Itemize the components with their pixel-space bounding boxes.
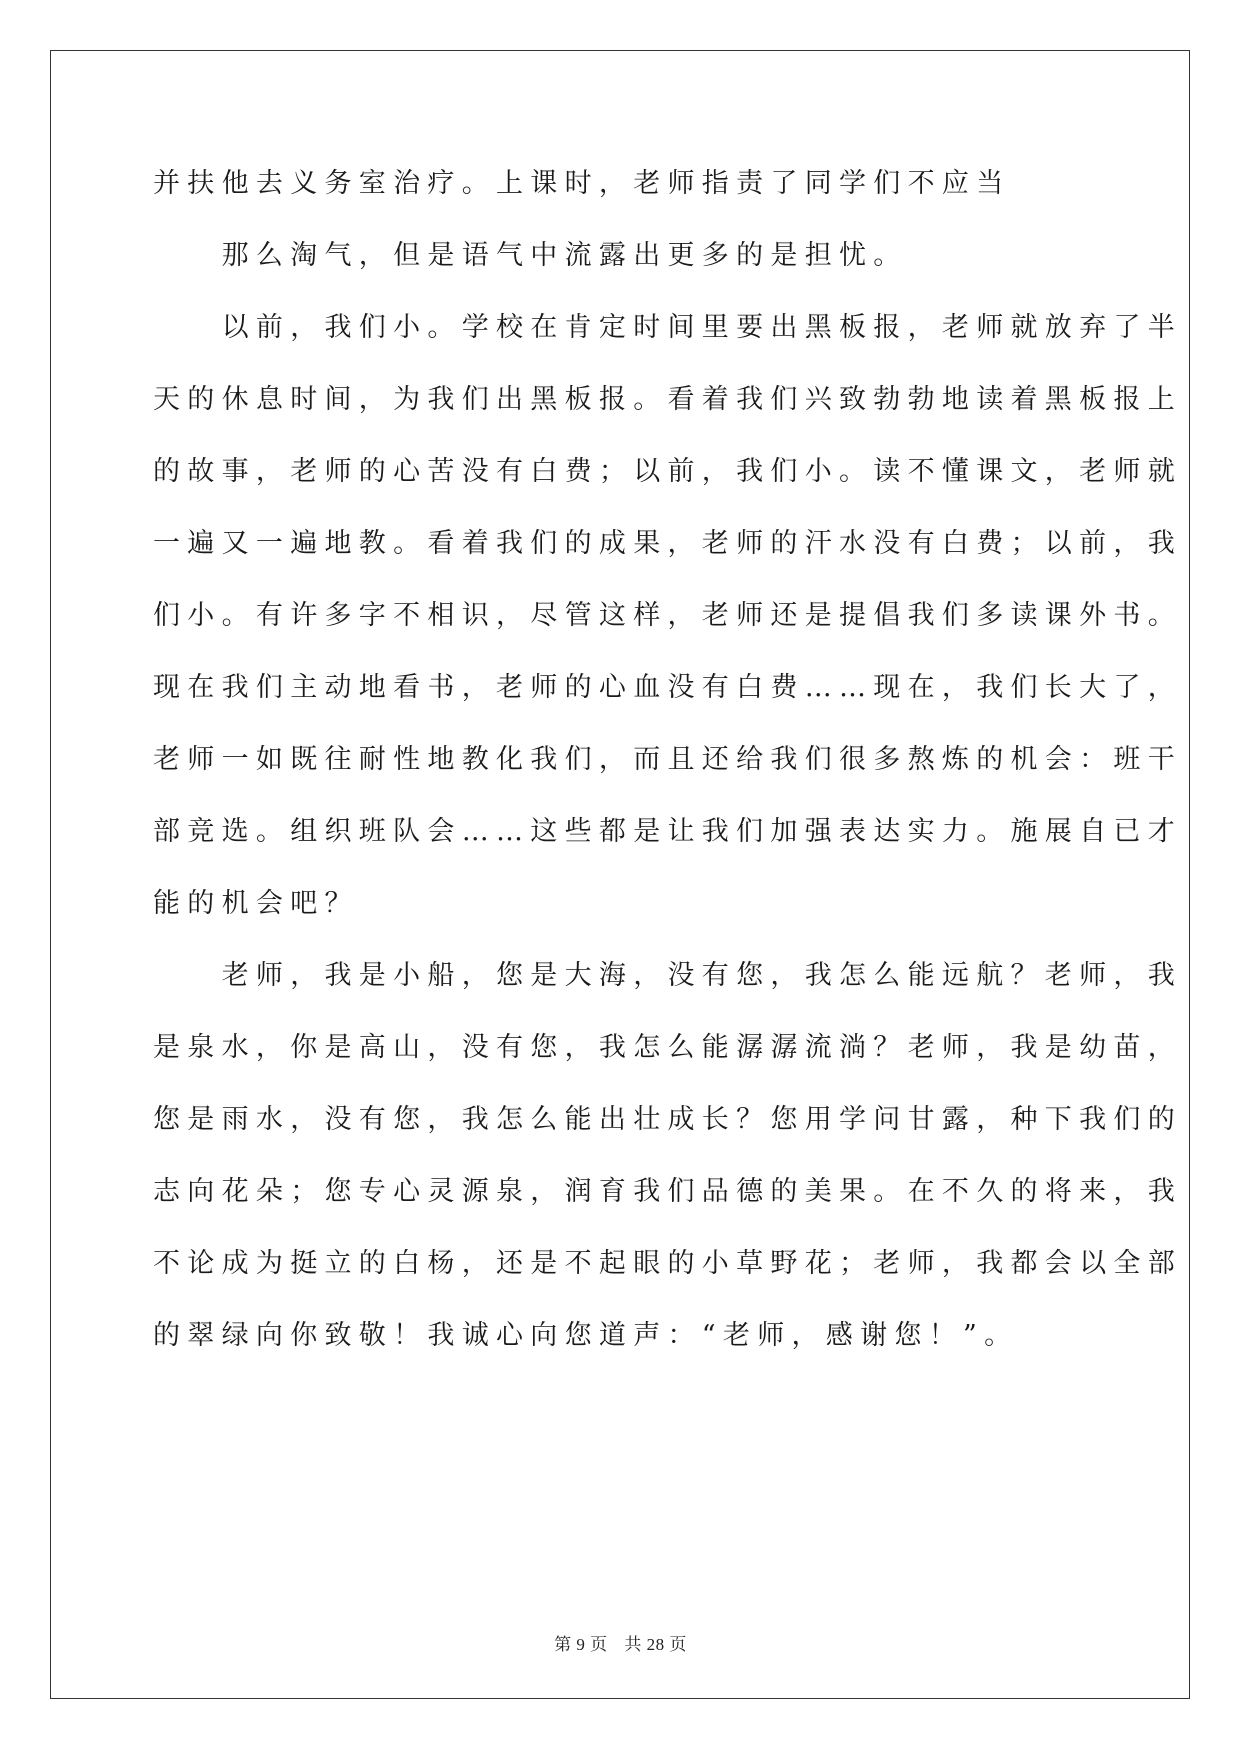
text-line: 们小。有许多字不相识，尽管这样，老师还是提倡我们多读课外书。 xyxy=(153,600,1182,631)
text-line: 您是雨水，没有您，我怎么能出壮成长？您用学问甘露，种下我们的 xyxy=(153,1104,1182,1135)
text-line: 的故事，老师的心苦没有白费；以前，我们小。读不懂课文，老师就 xyxy=(153,456,1182,487)
text-line: 那么淘气，但是语气中流露出更多的是担忧。 xyxy=(153,240,908,271)
page-total: 共 28 页 xyxy=(624,1635,687,1654)
text-line: 一遍又一遍地教。看着我们的成果，老师的汗水没有白费；以前，我 xyxy=(153,528,1182,559)
page-border xyxy=(50,50,1190,1699)
text-line: 志向花朵；您专心灵源泉，润育我们品德的美果。在不久的将来，我 xyxy=(153,1176,1182,1207)
text-line: 不论成为挺立的白杨，还是不起眼的小草野花；老师，我都会以全部 xyxy=(153,1248,1182,1279)
text-line: 天的休息时间，为我们出黑板报。看着我们兴致勃勃地读着黑板报上 xyxy=(153,384,1182,415)
page-footer xyxy=(0,1630,1241,1655)
text-line: 并扶他去义务室治疗。上课时，老师指责了同学们不应当 xyxy=(153,168,1011,199)
text-line: 老师，我是小船，您是大海，没有您，我怎么能远航？老师，我 xyxy=(153,960,1182,991)
text-line: 老师一如既往耐性地教化我们，而且还给我们很多熬炼的机会：班干 xyxy=(153,744,1182,775)
text-line: 能的机会吧？ xyxy=(153,888,359,919)
text-line: 现在我们主动地看书，老师的心血没有白费……现在，我们长大了， xyxy=(153,672,1182,703)
text-line: 的翠绿向你致敬！我诚心向您道声：“老师，感谢您！”。 xyxy=(153,1320,1019,1351)
text-line: 以前，我们小。学校在肯定时间里要出黑板报，老师就放弃了半 xyxy=(153,312,1182,343)
text-line: 是泉水，你是高山，没有您，我怎么能潺潺流淌？老师，我是幼苗， xyxy=(153,1032,1182,1063)
text-line: 部竞选。组织班队会……这些都是让我们加强表达实力。施展自已才 xyxy=(153,816,1182,847)
page-number: 第 9 页 xyxy=(554,1635,608,1654)
